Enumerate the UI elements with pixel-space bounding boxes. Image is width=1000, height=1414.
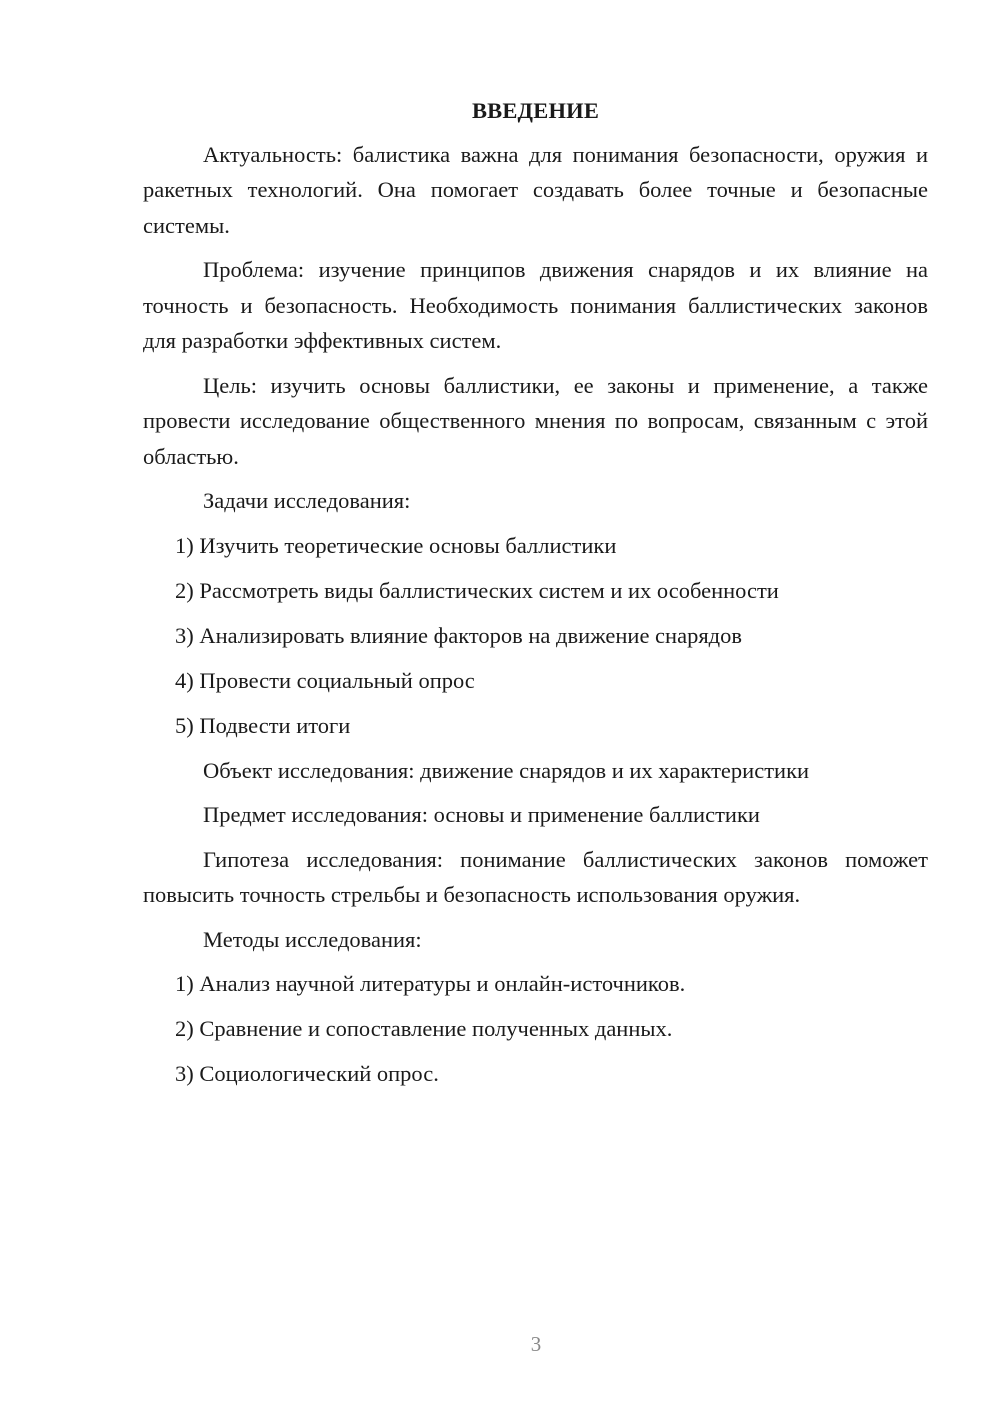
list-item: 2) Рассмотреть виды баллистических систем и их особенности [175,577,779,603]
methods-heading: Методы исследования: [203,926,422,952]
goal-paragraph: Цель: изучить основы баллистики, ее законы и применение, а также провести исследование общественного мнения по вопросам, связанным с этой областью. [143,372,928,469]
tasks-heading: Задачи исследования: [203,488,411,513]
list-item: 3) Социологический опрос. [175,1061,439,1086]
subject-paragraph: Предмет исследования: основы и применение баллистики [203,802,760,827]
section-title: ВВЕДЕНИЕ [471,98,600,123]
page-content [143,93,928,1101]
list-item: 3) Анализировать влияние факторов на движение снарядов [175,622,742,648]
list-item: 2) Сравнение и сопоставление полученных данных. [175,1016,673,1041]
hypothesis-paragraph: Гипотеза исследования: понимание баллистических законов поможет повысить точность стрельбы и безопасность использования оружия. [143,846,928,907]
object-paragraph: Объект исследования: движение снарядов и их характеристики [203,757,810,783]
relevance-paragraph: Актуальность: балистика важна для понимания безопасности, оружия и ракетных технологий. Она помогает создавать более точные и безопасные системы. [143,141,928,238]
list-item: 5) Подвести итоги [175,712,351,738]
page-number: 3 [530,1332,542,1356]
problem-paragraph: Проблема: изучение принципов движения снарядов и их влияние на точность и безопасность. Необходимость понимания баллистических законов для разработки эффективных систем. [143,257,928,353]
list-item: 1) Изучить теоретические основы баллистики [175,532,617,558]
tasks-list [143,528,928,744]
list-item: 1) Анализ научной литературы и онлайн-источников. [175,971,686,996]
list-item: 4) Провести социальный опрос [175,667,475,693]
methods-list [143,966,928,1092]
